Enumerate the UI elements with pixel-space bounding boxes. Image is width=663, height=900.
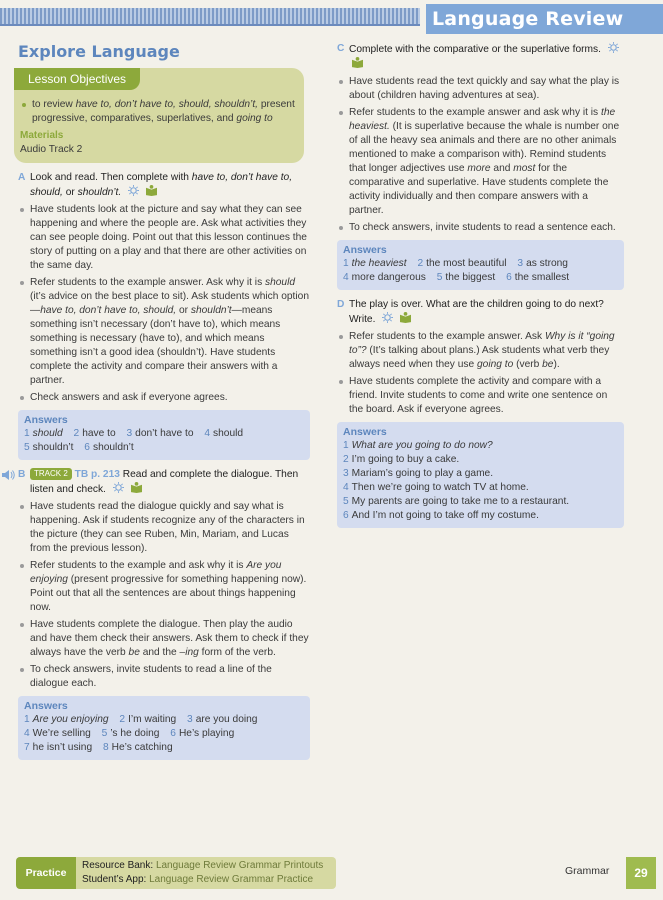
section-b-bullet: Have students complete the dialogue. Then play the audio and have them check their answers. Ask them to check if they always have the verb be and the –ing form of the verb. (18, 618, 310, 660)
answer-item: 7 he isn’t using (24, 742, 93, 753)
answer-item: 4 Then we’re going to watch TV at home. (343, 482, 529, 493)
left-column (18, 42, 310, 766)
answer-item: 1 should (24, 428, 63, 439)
answer-item: 3 are you doing (187, 714, 258, 725)
answer-item: 5 the biggest (436, 272, 496, 283)
section-d-bullet: Have students complete the activity and compare with a friend. Invite students to come and write one sentence on the board. Ask if everyone agrees. (337, 375, 624, 417)
section-d-heading: D The play is over. What are the children going to do next? Write. (337, 299, 604, 325)
section-b-heading: B TRACK 2 TB p. 213 Read and complete the dialogue. Then listen and check. (18, 468, 310, 497)
section-a-bullet: Check answers and ask if everyone agrees. (18, 391, 310, 405)
answer-item: 1 What are you going to do now? (343, 440, 493, 451)
section-letter: B (18, 469, 26, 480)
section-d-bullet: Refer students to the example answer. Ask Why is it “going to”? (It’s talking about plans.) Ask students what verb they always need when they use going to (verb be). (337, 330, 624, 372)
section-a-bullet: Have students look at the picture and say what they can see happening and where the people are. Ask what activities they can see people doing. Point out that this lesson continues the story of putting on a play and that there are other activities on the same day. (18, 203, 310, 273)
answer-item: 5 shouldn’t (24, 442, 74, 453)
answer-item: 6 the smallest (506, 272, 570, 283)
practice-label: Practice (16, 857, 76, 889)
answer-item: 3 as strong (517, 258, 568, 269)
objectives-box (14, 68, 304, 163)
section-b-bullet: To check answers, invite students to read a line of the dialogue each. (18, 663, 310, 691)
answer-item: 2 have to (73, 428, 116, 439)
section-letter: A (18, 172, 26, 183)
page-title: Language Review (426, 4, 663, 34)
practice-footer (16, 857, 336, 889)
answer-item: 2 I’m going to buy a cake. (343, 454, 460, 465)
section-a-answers (18, 410, 310, 460)
explore-title: Explore Language (18, 42, 180, 61)
student-app-link[interactable]: Language Review Grammar Practice (149, 873, 314, 885)
resource-bank-link[interactable]: Language Review Grammar Printouts (155, 860, 324, 871)
book-icon (399, 312, 412, 323)
page-number: 29 (626, 857, 656, 889)
section-c-answers (337, 240, 624, 290)
sun-icon (381, 312, 394, 323)
book-icon (351, 57, 364, 68)
sun-icon (112, 482, 125, 493)
sun-icon (607, 42, 620, 53)
answer-item: 4 should (204, 428, 244, 439)
answers-title: Answers (24, 700, 68, 712)
objectives-tab: Lesson Objectives (14, 68, 140, 90)
section-d-answers (337, 422, 624, 528)
objective-item: to review have to, don’t have to, should, shouldn’t, present progressive, comparatives, superlatives, and going to (20, 98, 298, 126)
answers-title: Answers (343, 244, 387, 256)
section-c-bullet: Have students read the text quickly and say what the play is about (children having adventures at sea). (337, 75, 624, 103)
sun-icon (127, 185, 140, 196)
section-a-heading: A Look and read. Then complete with have to, don’t have to, should, or shouldn’t. (18, 172, 293, 198)
section-b-bullet: Have students read the dialogue quickly and say what is happening. Ask if students recognize any of the characters in the picture (they can see Ruben, Min, Mariam, and Lucas from the previous lesson). (18, 500, 310, 556)
answer-item: 3 Mariam’s going to play a game. (343, 468, 494, 479)
answer-item: 1 Are you enjoying (24, 714, 109, 725)
answer-item: 4 more dangerous (343, 272, 426, 283)
answer-item: 2 I’m waiting (119, 714, 177, 725)
answer-item: 5 ’s he doing (101, 728, 160, 739)
materials-text: Audio Track 2 (20, 144, 83, 155)
practice-body (76, 857, 336, 889)
materials-label: Materials (20, 130, 64, 141)
answer-item: 6 And I’m not going to take off my costume. (343, 510, 539, 521)
audio-icon[interactable] (1, 468, 15, 482)
answer-item: 6 He’s playing (170, 728, 235, 739)
section-a-bullet: Refer students to the example answer. Ask why it is should (it’s advice on the best place to sit). Ask students which option—have to, don’t have to, should, or shouldn’t—means something isn’t necessary (don’t have to), which means something is necessary (have to), and which means something isn’t a good idea (shouldn’t). Have students complete the activity and compare their answers with a partner. (18, 276, 310, 388)
footer-section: Grammar (565, 865, 610, 877)
header-stripe (0, 8, 420, 24)
header-rule (0, 24, 420, 26)
right-column (337, 42, 624, 534)
student-app-label: Student’s App: (82, 873, 147, 885)
resource-bank-label: Resource Bank: (82, 860, 154, 871)
track-badge: TRACK 2 (30, 468, 72, 480)
section-c-bullet: To check answers, invite students to read a sentence each. (337, 221, 624, 235)
book-icon (145, 185, 158, 196)
section-c-bullet: Refer students to the example answer and ask why it is the heaviest. (It is superlative because the whale is number one of all the heavy sea animals and there are no other animals mentioned to make a comparison with). Remind students that longer adjectives use more and most for the comparative and superlative. Have students complete the activity individually and then compare answers with a partner. (337, 106, 624, 218)
answer-item: 4 We’re selling (24, 728, 91, 739)
tb-reference: TB p. 213 (74, 469, 120, 480)
answer-item: 8 He’s catching (102, 742, 173, 753)
section-c-heading: C Complete with the comparative or the superlative forms. (337, 42, 624, 72)
answer-item: 5 My parents are going to take me to a restaurant. (343, 496, 570, 507)
section-b-bullet: Refer students to the example and ask why it is Are you enjoying (present progressive for something happening now). Point out that all the sentences are about things happening now. (18, 559, 310, 615)
answers-title: Answers (343, 426, 387, 438)
answer-item: 3 don’t have to (126, 428, 194, 439)
answers-title: Answers (24, 414, 68, 426)
answer-item: 6 shouldn’t (84, 442, 134, 453)
section-b-answers (18, 696, 310, 760)
answer-item: 1 the heaviest (343, 258, 407, 269)
book-icon (130, 482, 143, 493)
section-letter: D (337, 299, 345, 310)
section-letter: C (337, 43, 345, 54)
answer-item: 2 the most beautiful (417, 258, 507, 269)
